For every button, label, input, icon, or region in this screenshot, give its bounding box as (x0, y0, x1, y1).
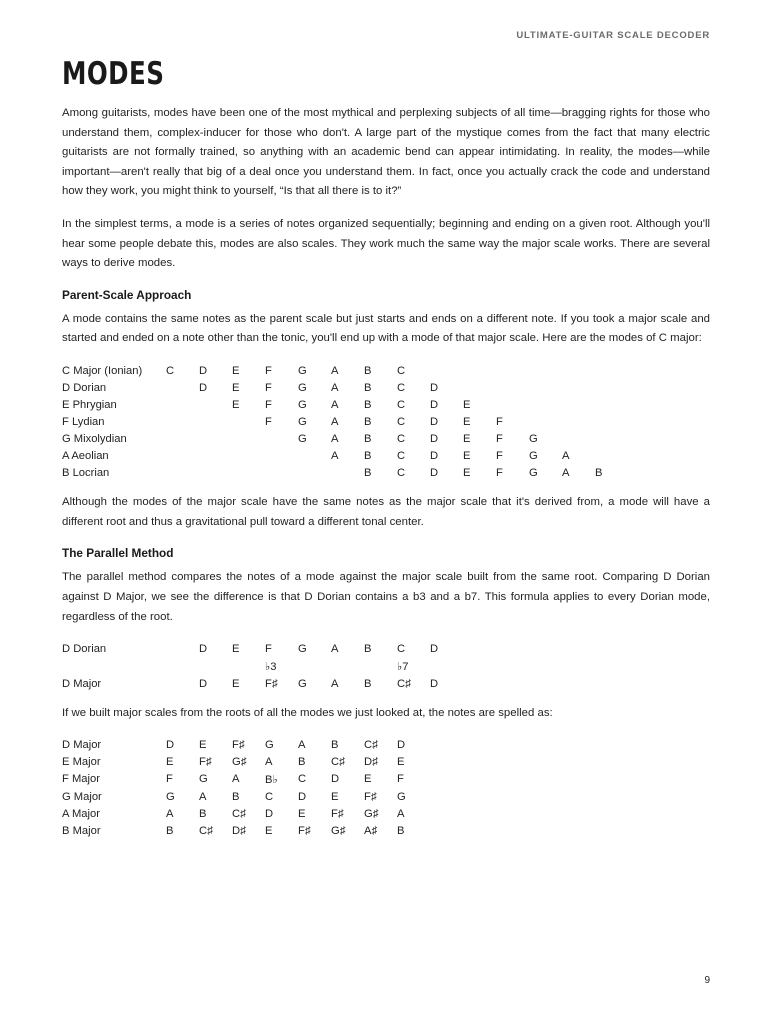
note-spacer (265, 464, 298, 481)
note-cell: C (397, 415, 406, 428)
table-row (62, 396, 628, 413)
note-cell: E (331, 791, 339, 804)
note-spacer (595, 379, 628, 396)
page-number: 9 (704, 975, 710, 986)
note-cell: D (331, 773, 340, 786)
note-spacer (529, 379, 562, 396)
note-spacer (298, 464, 331, 481)
note-cell: A (265, 756, 273, 769)
note-cell: A (331, 381, 339, 394)
note-cell: B (364, 642, 372, 655)
row-label: C Major (Ionian) (62, 364, 143, 377)
note-spacer (166, 464, 199, 481)
note-spacer (166, 640, 199, 657)
row-label: B Locrian (62, 466, 110, 479)
note-cell: D (265, 808, 274, 821)
note-cell: A (331, 432, 339, 445)
note-cell: F♯ (298, 825, 311, 838)
note-cell: G (298, 364, 307, 377)
note-spacer (562, 362, 595, 379)
row-label: D Major (62, 677, 102, 690)
note-cell: A (166, 808, 174, 821)
table-row (62, 379, 628, 396)
note-spacer (562, 396, 595, 413)
note-cell: E (166, 756, 174, 769)
note-cell: A (199, 791, 207, 804)
note-spacer (166, 657, 199, 675)
note-cell: A (562, 449, 570, 462)
modes-of-c-major-table (62, 362, 628, 481)
note-cell: D (430, 415, 439, 428)
heading-parallel-method: The Parallel Method (62, 546, 174, 561)
note-cell: E (232, 381, 240, 394)
note-cell: G (298, 677, 307, 690)
parallel-comparison-table (62, 640, 463, 692)
note-cell: G (529, 449, 538, 462)
row-label: B Major (62, 825, 101, 838)
note-cell: G (265, 739, 274, 752)
note-spacer (265, 447, 298, 464)
row-label: D Dorian (62, 381, 107, 394)
note-spacer (166, 675, 199, 692)
table-row (62, 754, 430, 771)
note-spacer (232, 413, 265, 430)
note-spacer (496, 396, 529, 413)
note-cell: G (166, 791, 175, 804)
note-cell: G♯ (331, 825, 346, 838)
note-cell: G (298, 398, 307, 411)
row-label: D Major (62, 739, 102, 752)
note-cell: E (232, 642, 240, 655)
note-cell: A♯ (364, 825, 378, 838)
note-cell: B (397, 825, 405, 838)
row-label (62, 657, 166, 675)
table-row (62, 362, 628, 379)
row-label: F Major (62, 773, 100, 786)
note-cell: E (463, 449, 471, 462)
note-cell: C (397, 364, 406, 377)
note-spacer (595, 413, 628, 430)
note-cell: C♯ (199, 825, 213, 838)
note-cell: B (364, 432, 372, 445)
parent-scale-outro-paragraph: Although the modes of the major scale have the same notes as the major scale that it's derived from, a mode will have a different root and thus a gravitational pull toward a different tonal center. (62, 496, 710, 528)
row-label: A Major (62, 808, 100, 821)
page-content (62, 56, 710, 852)
note-spacer (166, 396, 199, 413)
note-spacer (232, 464, 265, 481)
note-cell (364, 657, 397, 675)
note-spacer (529, 413, 562, 430)
note-cell: C (166, 364, 175, 377)
note-cell: G (529, 432, 538, 445)
note-cell: E (199, 739, 207, 752)
note-cell: A (331, 415, 339, 428)
note-cell: E (463, 398, 471, 411)
note-spacer (232, 447, 265, 464)
intro-paragraph-1: Among guitarists, modes have been one of the most mythical and perplexing subjects of all time—bragging rights for those who understand them, complex-inducer for those who don't. A large part of the mystique comes from the fact that many electric guitarists are not formally trained, so anything with an academic bend can appear intimidating. In reality, the modes—while important—aren't really that big of a deal once you understand them. In fact, once you actually crack the code and understand how they work, you might think to yourself, “Is that all there is to it?” (62, 107, 710, 198)
note-cell: ♭3 (265, 660, 277, 673)
note-cell: B (232, 791, 240, 804)
note-spacer (199, 430, 232, 447)
note-cell: C (397, 449, 406, 462)
note-cell: B (298, 756, 306, 769)
note-cell: G♯ (364, 808, 379, 821)
note-cell: F (496, 466, 503, 479)
note-cell: F (265, 364, 272, 377)
note-cell: B (595, 466, 603, 479)
note-cell: A (232, 773, 240, 786)
note-cell: C (397, 398, 406, 411)
major-scales-intro-paragraph: If we built major scales from the roots of all the modes we just looked at, the notes are spelled as: (62, 707, 553, 720)
note-cell: D (430, 449, 439, 462)
note-cell: E (364, 773, 372, 786)
table-row (62, 657, 463, 675)
note-cell: F♯ (265, 677, 278, 690)
note-cell: D (430, 642, 439, 655)
note-cell: D (199, 364, 208, 377)
major-scales-table (62, 737, 430, 840)
note-cell: E (232, 677, 240, 690)
note-spacer (166, 379, 199, 396)
note-cell: G (199, 773, 208, 786)
row-label: F Lydian (62, 415, 105, 428)
note-cell: C♯ (331, 756, 345, 769)
note-cell: G (529, 466, 538, 479)
note-cell: B (166, 825, 174, 838)
note-cell: G♯ (232, 756, 247, 769)
note-spacer (529, 396, 562, 413)
note-spacer (595, 447, 628, 464)
note-spacer (595, 362, 628, 379)
note-cell: C (397, 642, 406, 655)
note-cell: F (265, 381, 272, 394)
note-spacer (166, 447, 199, 464)
note-cell: D (430, 432, 439, 445)
note-spacer (529, 362, 562, 379)
note-cell: D (298, 791, 307, 804)
note-cell: G (397, 791, 406, 804)
table-row (62, 640, 463, 657)
note-cell (232, 657, 265, 675)
heading-parent-scale-approach: Parent-Scale Approach (62, 287, 192, 302)
note-spacer (166, 430, 199, 447)
table-row (62, 675, 463, 692)
note-cell: E (265, 825, 273, 838)
table-row (62, 737, 430, 754)
note-spacer (595, 430, 628, 447)
note-cell: A (331, 364, 339, 377)
row-label: G Major (62, 791, 102, 804)
note-spacer (265, 430, 298, 447)
note-cell: A (331, 449, 339, 462)
note-cell: D (430, 381, 439, 394)
note-cell: E (397, 756, 405, 769)
note-cell: E (463, 432, 471, 445)
note-cell: C♯ (364, 739, 378, 752)
note-cell: F (265, 415, 272, 428)
row-label: E Major (62, 756, 101, 769)
table-row (62, 447, 628, 464)
note-cell: A (331, 677, 339, 690)
note-cell: B (331, 739, 339, 752)
note-cell: B (364, 398, 372, 411)
note-cell: C (397, 432, 406, 445)
note-cell: G (298, 381, 307, 394)
note-spacer (166, 413, 199, 430)
running-header: ULTIMATE-GUITAR SCALE DECODER (516, 30, 710, 41)
note-cell: G (298, 415, 307, 428)
note-cell: B♭ (265, 774, 278, 787)
table-row (62, 430, 628, 447)
note-cell (199, 657, 232, 675)
note-cell: G (298, 642, 307, 655)
parallel-method-paragraph: The parallel method compares the notes of a mode against the major scale built from the same root. Comparing D Dorian against D Major, we see the difference is that D Dorian contains a b3 and a b7. This formula applies to every Dorian mode, regardless of the root. (62, 571, 710, 623)
note-spacer (232, 430, 265, 447)
note-cell: E (232, 398, 240, 411)
note-cell: C (397, 381, 406, 394)
note-cell: D (199, 381, 208, 394)
note-cell: F♯ (232, 739, 245, 752)
note-cell: C (397, 466, 406, 479)
note-spacer (199, 396, 232, 413)
note-cell: D (397, 739, 406, 752)
row-label: D Dorian (62, 642, 107, 655)
note-cell: E (463, 466, 471, 479)
note-cell (430, 657, 463, 675)
note-spacer (199, 447, 232, 464)
note-cell: D (430, 398, 439, 411)
note-cell: ♭7 (397, 660, 409, 673)
note-cell: B (364, 677, 372, 690)
note-spacer (595, 396, 628, 413)
note-spacer (496, 362, 529, 379)
note-cell: F (265, 398, 272, 411)
note-cell: C♯ (397, 677, 411, 690)
note-cell (298, 657, 331, 675)
note-cell: D♯ (364, 756, 378, 769)
note-spacer (562, 430, 595, 447)
note-spacer (199, 413, 232, 430)
row-label: E Phrygian (62, 398, 117, 411)
note-spacer (331, 464, 364, 481)
note-cell: F (166, 773, 173, 786)
note-cell: A (562, 466, 570, 479)
intro-paragraph-2: In the simplest terms, a mode is a series of notes organized sequentially; beginning and ending on a given root. Although you'll hear some people debate this, modes are also scales. They work much the same way the major scale works. There are several ways to derive modes. (62, 218, 710, 270)
table-row (62, 413, 628, 430)
note-cell: F♯ (199, 756, 212, 769)
note-spacer (430, 362, 463, 379)
page-title: MODES (62, 56, 165, 92)
note-cell: D (430, 677, 439, 690)
table-row (62, 771, 430, 789)
note-cell: A (397, 808, 405, 821)
note-cell (331, 657, 364, 675)
note-cell: E (298, 808, 306, 821)
note-spacer (496, 379, 529, 396)
note-cell: D (430, 466, 439, 479)
note-cell: E (463, 415, 471, 428)
note-spacer (562, 413, 595, 430)
note-cell: A (298, 739, 306, 752)
table-row (62, 823, 430, 840)
note-spacer (199, 464, 232, 481)
note-cell: A (331, 398, 339, 411)
table-row (62, 464, 628, 481)
note-spacer (463, 379, 496, 396)
note-cell: B (364, 381, 372, 394)
note-cell: C (298, 773, 307, 786)
note-cell: D♯ (232, 825, 246, 838)
note-cell: F (265, 642, 272, 655)
note-cell: F (496, 449, 503, 462)
note-cell: D (199, 642, 208, 655)
row-label: A Aeolian (62, 449, 109, 462)
table-row (62, 789, 430, 806)
note-cell: D (166, 739, 175, 752)
note-cell: A (331, 642, 339, 655)
note-spacer (463, 362, 496, 379)
note-cell: B (364, 466, 372, 479)
note-cell: B (364, 449, 372, 462)
table-row (62, 806, 430, 823)
note-cell: C (265, 791, 274, 804)
note-spacer (298, 447, 331, 464)
note-cell: D (199, 677, 208, 690)
note-cell: F♯ (364, 791, 377, 804)
note-cell: E (232, 364, 240, 377)
note-cell: B (199, 808, 207, 821)
note-cell: F♯ (331, 808, 344, 821)
note-spacer (562, 379, 595, 396)
note-cell: F (397, 773, 404, 786)
note-cell: B (364, 415, 372, 428)
row-label: G Mixolydian (62, 432, 127, 445)
note-cell: G (298, 432, 307, 445)
note-cell: F (496, 432, 503, 445)
note-cell: F (496, 415, 503, 428)
note-cell: C♯ (232, 808, 246, 821)
note-cell: B (364, 364, 372, 377)
parent-scale-paragraph: A mode contains the same notes as the parent scale but just starts and ends on a different note. If you took a major scale and started and ended on a note other than the tonic, you'll end up with a mode of that major scale. Here are the modes of C major: (62, 312, 710, 345)
